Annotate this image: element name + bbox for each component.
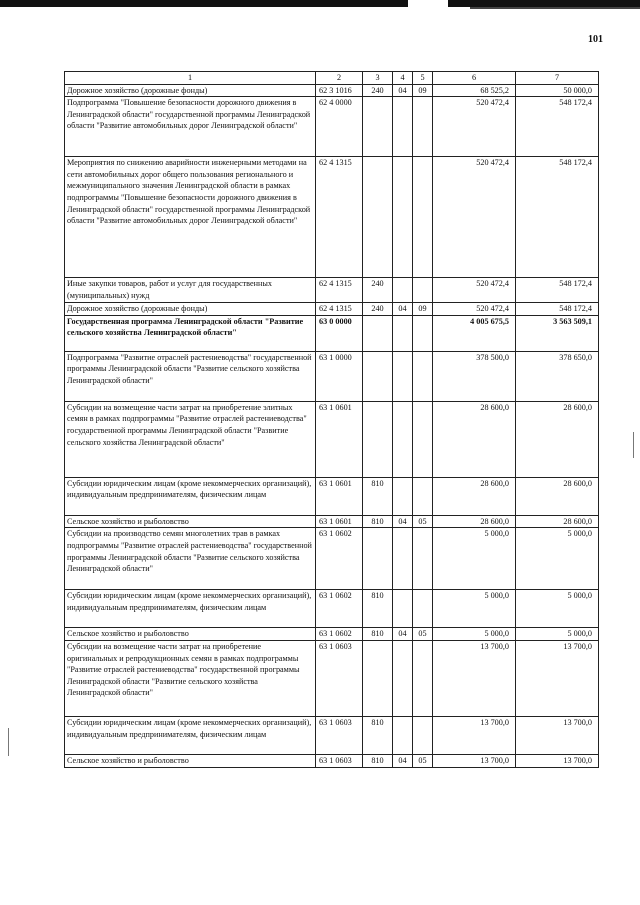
budget-table (64, 71, 599, 768)
cell-sum-year-1: 28 600,0 (433, 515, 516, 528)
cell-sum-year-1: 4 005 675,5 (433, 315, 516, 351)
cell-name: Субсидии юридическим лицам (кроме некоммерческих организаций), индивидуальным предпринимателям, физическим лицам (65, 590, 316, 628)
cell-expense-type (363, 315, 393, 351)
cell-name: Субсидии на возмещение части затрат на приобретение оригинальных и репродукционных семян в рамках подпрограммы "Развитие отраслей растениеводства" государственной программы Ленинградской области "Развитие сельского хозяйства Ленинградской области" (65, 640, 316, 716)
table-header-row (65, 72, 599, 85)
cell-expense-type (363, 640, 393, 716)
table-row (65, 528, 599, 590)
cell-name: Субсидии юридическим лицам (кроме некоммерческих организаций), индивидуальным предпринимателям, физическим лицам (65, 716, 316, 754)
cell-subsection (413, 351, 433, 401)
cell-subsection (413, 590, 433, 628)
cell-section (393, 477, 413, 515)
cell-target-code: 63 1 0602 (316, 528, 363, 590)
cell-section (393, 351, 413, 401)
cell-sum-year-2: 28 600,0 (516, 515, 599, 528)
cell-section (393, 278, 413, 303)
table-row (65, 590, 599, 628)
cell-target-code: 63 1 0601 (316, 477, 363, 515)
cell-name: Субсидии на производство семян многолетних трав в рамках подпрограммы "Развитие отраслей растениеводства" государственной программы Ленинградской области "Развитие сельского хозяйства Ленинградской области" (65, 528, 316, 590)
cell-target-code: 63 1 0601 (316, 515, 363, 528)
cell-sum-year-2: 3 563 509,1 (516, 315, 599, 351)
cell-name: Дорожное хозяйство (дорожные фонды) (65, 303, 316, 316)
table-row (65, 401, 599, 477)
cell-expense-type: 810 (363, 716, 393, 754)
cell-sum-year-2: 28 600,0 (516, 401, 599, 477)
cell-sum-year-1: 13 700,0 (433, 754, 516, 767)
cell-sum-year-1: 28 600,0 (433, 401, 516, 477)
cell-expense-type (363, 528, 393, 590)
cell-target-code: 63 1 0601 (316, 401, 363, 477)
table-row (65, 315, 599, 351)
cell-section: 04 (393, 84, 413, 97)
cell-expense-type (363, 97, 393, 157)
cell-name: Мероприятия по снижению аварийности инженерными методами на сети автомобильных дорог общего пользования регионального и межмуниципального значения Ленинградской области в рамках подпрограммы "Повышение безопасности дорожного движения в Ленинградской области" государственной программы Ленинградской области "Развитие автомобильных дорог Ленинградской области" (65, 157, 316, 278)
cell-name: Дорожное хозяйство (дорожные фонды) (65, 84, 316, 97)
scan-edge-right (448, 0, 640, 7)
cell-sum-year-2: 548 172,4 (516, 278, 599, 303)
cell-sum-year-2: 5 000,0 (516, 628, 599, 641)
cell-subsection (413, 640, 433, 716)
cell-sum-year-2: 378 650,0 (516, 351, 599, 401)
cell-sum-year-2: 13 700,0 (516, 754, 599, 767)
cell-target-code: 63 0 0000 (316, 315, 363, 351)
cell-expense-type: 240 (363, 278, 393, 303)
header-col-1: 1 (65, 72, 316, 85)
cell-section (393, 640, 413, 716)
table-row (65, 303, 599, 316)
header-col-4: 4 (393, 72, 413, 85)
cell-section (393, 157, 413, 278)
cell-subsection (413, 315, 433, 351)
cell-expense-type (363, 351, 393, 401)
cell-subsection (413, 528, 433, 590)
cell-target-code: 63 1 0602 (316, 628, 363, 641)
cell-sum-year-1: 520 472,4 (433, 157, 516, 278)
cell-expense-type: 240 (363, 303, 393, 316)
cell-section (393, 716, 413, 754)
cell-sum-year-1: 68 525,2 (433, 84, 516, 97)
cell-target-code: 63 1 0603 (316, 640, 363, 716)
cell-name: Субсидии юридическим лицам (кроме некоммерческих организаций), индивидуальным предпринимателям, физическим лицам (65, 477, 316, 515)
cell-subsection: 05 (413, 754, 433, 767)
cell-sum-year-2: 548 172,4 (516, 303, 599, 316)
cell-sum-year-1: 520 472,4 (433, 278, 516, 303)
cell-sum-year-2: 5 000,0 (516, 528, 599, 590)
cell-subsection (413, 716, 433, 754)
cell-sum-year-1: 520 472,4 (433, 303, 516, 316)
table-row (65, 477, 599, 515)
cell-target-code: 63 1 0603 (316, 716, 363, 754)
table-row (65, 515, 599, 528)
header-col-5: 5 (413, 72, 433, 85)
cell-sum-year-1: 13 700,0 (433, 640, 516, 716)
table-row (65, 640, 599, 716)
cell-expense-type (363, 401, 393, 477)
cell-subsection (413, 477, 433, 515)
cell-subsection (413, 157, 433, 278)
cell-target-code: 62 4 0000 (316, 97, 363, 157)
cell-subsection: 09 (413, 84, 433, 97)
cell-section (393, 97, 413, 157)
cell-section (393, 590, 413, 628)
cell-subsection (413, 97, 433, 157)
cell-name: Подпрограмма "Развитие отраслей растениеводства" государственной программы Ленинградской области "Развитие сельского хозяйства Ленинградской области" (65, 351, 316, 401)
header-col-3: 3 (363, 72, 393, 85)
cell-expense-type: 810 (363, 590, 393, 628)
cell-sum-year-1: 5 000,0 (433, 528, 516, 590)
cell-sum-year-2: 5 000,0 (516, 590, 599, 628)
cell-target-code: 63 1 0000 (316, 351, 363, 401)
table-row (65, 628, 599, 641)
cell-sum-year-2: 50 000,0 (516, 84, 599, 97)
cell-section: 04 (393, 303, 413, 316)
cell-section (393, 528, 413, 590)
cell-subsection: 05 (413, 515, 433, 528)
cell-expense-type: 810 (363, 628, 393, 641)
cell-sum-year-2: 13 700,0 (516, 640, 599, 716)
cell-expense-type: 240 (363, 84, 393, 97)
cell-sum-year-1: 520 472,4 (433, 97, 516, 157)
header-col-6: 6 (433, 72, 516, 85)
cell-sum-year-1: 13 700,0 (433, 716, 516, 754)
cell-expense-type: 810 (363, 477, 393, 515)
header-col-7: 7 (516, 72, 599, 85)
cell-sum-year-1: 5 000,0 (433, 628, 516, 641)
cell-expense-type: 810 (363, 515, 393, 528)
table-row (65, 278, 599, 303)
scan-mark-right (633, 432, 634, 458)
cell-target-code: 62 4 1315 (316, 157, 363, 278)
page-number: 101 (588, 34, 603, 45)
cell-sum-year-1: 5 000,0 (433, 590, 516, 628)
cell-subsection: 09 (413, 303, 433, 316)
cell-expense-type (363, 157, 393, 278)
cell-section (393, 315, 413, 351)
table-row (65, 84, 599, 97)
cell-expense-type: 810 (363, 754, 393, 767)
cell-sum-year-2: 548 172,4 (516, 97, 599, 157)
table-body (65, 84, 599, 767)
cell-name: Сельское хозяйство и рыболовство (65, 515, 316, 528)
cell-sum-year-2: 13 700,0 (516, 716, 599, 754)
cell-target-code: 62 4 1315 (316, 303, 363, 316)
scan-mark-left (8, 728, 9, 756)
cell-target-code: 63 1 0602 (316, 590, 363, 628)
cell-name: Сельское хозяйство и рыболовство (65, 628, 316, 641)
cell-name: Субсидии на возмещение части затрат на приобретение элитных семян в рамках подпрограммы "Развитие отраслей растениеводства" государственной программы Ленинградской области "Развитие сельского хозяйства Ленинградской области" (65, 401, 316, 477)
cell-name: Подпрограмма "Повышение безопасности дорожного движения в Ленинградской области" государственной программы Ленинградской области "Развитие автомобильных дорог Ленинградской области" (65, 97, 316, 157)
cell-section: 04 (393, 754, 413, 767)
header-col-2: 2 (316, 72, 363, 85)
cell-sum-year-2: 548 172,4 (516, 157, 599, 278)
cell-name: Иные закупки товаров, работ и услуг для государственных (муниципальных) нужд (65, 278, 316, 303)
cell-target-code: 63 1 0603 (316, 754, 363, 767)
cell-subsection (413, 401, 433, 477)
cell-section: 04 (393, 628, 413, 641)
cell-subsection (413, 278, 433, 303)
scan-edge-left (0, 0, 408, 7)
budget-table-wrapper (64, 71, 598, 768)
cell-section (393, 401, 413, 477)
cell-subsection: 05 (413, 628, 433, 641)
cell-sum-year-1: 28 600,0 (433, 477, 516, 515)
table-row (65, 351, 599, 401)
table-row (65, 157, 599, 278)
scan-edge-right-thin (470, 7, 640, 9)
table-row (65, 716, 599, 754)
cell-target-code: 62 4 1315 (316, 278, 363, 303)
cell-sum-year-2: 28 600,0 (516, 477, 599, 515)
table-row (65, 754, 599, 767)
cell-sum-year-1: 378 500,0 (433, 351, 516, 401)
cell-name: Государственная программа Ленинградской области "Развитие сельского хозяйства Ленинградской области" (65, 315, 316, 351)
table-row (65, 97, 599, 157)
cell-section: 04 (393, 515, 413, 528)
cell-target-code: 62 3 1016 (316, 84, 363, 97)
cell-name: Сельское хозяйство и рыболовство (65, 754, 316, 767)
